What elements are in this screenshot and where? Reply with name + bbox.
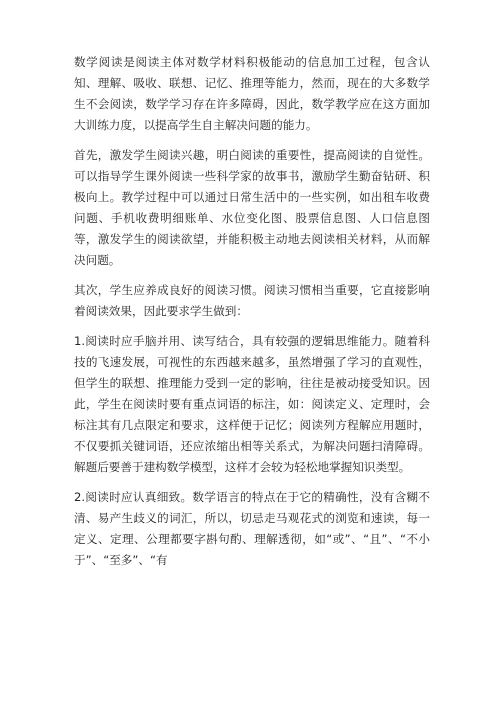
paragraph-intro: 数学阅读是阅读主体对数学材料积极能动的信息加工过程，包含认知、理解、吸收、联想、记忆、推理等能力，然而，现在的大多数学生不会阅读，数学学习存在许多障碍，因此，数学教学应在这方面加大训练力度，以提高学生自主解决问题的能力。 <box>74 55 430 132</box>
paragraph-first-point: 首先，激发学生阅读兴趣，明白阅读的重要性，提高阅读的自觉性。可以指导学生课外阅读一些科学家的故事书，激励学生勤奋钻研、积极向上。教学过程中可以通过日常生活中的一些实例，如出租车收费问题、手机收费明细账单、水位变化图、股票信息图、人口信息图等，激发学生的阅读欲望，并能积极主动地去阅读相关材料，从而解决问题。 <box>74 148 430 267</box>
paragraph-item-2: 2.阅读时应认真细致。数学语言的特点在于它的精确性，没有含糊不清、易产生歧义的词汇，所以，切忌走马观花式的浏览和速读，每一定义、定理、公理都要字斟句酌、理解透彻，如“或”、“且”、“不小于”、“至多”、“有 <box>74 490 430 567</box>
document-body <box>74 52 430 580</box>
paragraph-item-1: 1.阅读时应手脑并用、读写结合，具有较强的逻辑思维能力。随着科技的飞速发展，可视性的东西越来越多，虽然增强了学习的直观性，但学生的联想、推理能力受到一定的影响，往往是被动接受知识。因此，学生在阅读时要有重点词语的标注，如：阅读定义、定理时，会标注其有几点限定和要求，这样便于记忆；阅读列方程解应用题时，不仅要抓关键词语，还应浓缩出相等关系式，为解决问题扫清障碍。解题后要善于建构数学模型，这样才会较为轻松地掌握知识类型。 <box>74 334 430 474</box>
paragraph-second-point: 其次，学生应养成良好的阅读习惯。阅读习惯相当重要，它直接影响着阅读效果，因此要求学生做到： <box>74 283 430 318</box>
